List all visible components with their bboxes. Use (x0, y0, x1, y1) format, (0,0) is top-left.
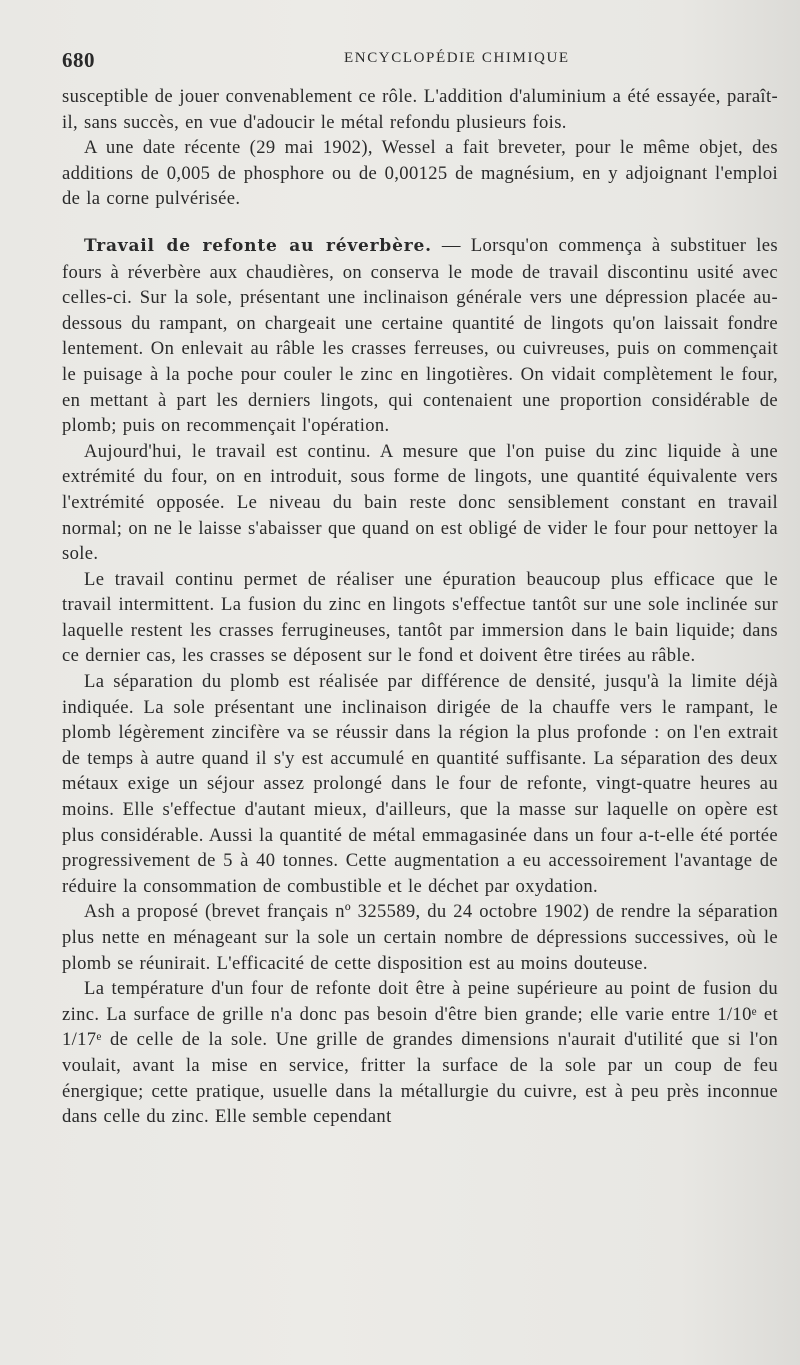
paragraph-6: La séparation du plomb est réalisée par différence de densité, jusqu'à la limite déjà indiquée. La sole présentant une inclinaison dirigée de la chauffe vers le rampant, le plomb légèrement zincifère va se réussir dans la région la plus profonde : on l'en extrait de temps à autre quand il s'y est accumulé en quantité suffisante. La séparation des deux métaux exige un séjour assez prolongé dans le four de refonte, vingt-quatre heures au moins. Elle s'effectue d'autant mieux, d'ailleurs, que la masse sur laquelle on opère est plus considérable. Aussi la quantité de métal emmagasinée dans un four a-t-elle été portée progressivement de 5 à 40 tonnes. Cette augmentation a eu accessoirement l'avantage de réduire la consommation de combustible et le déchet par oxydation. (62, 671, 778, 897)
paragraph-3: — Lorsqu'on commença à substituer les fours à réverbère aux chaudières, on conserva le mode de travail discontinu usité avec celles-ci. Sur la sole, présentant une inclinaison générale vers une dépression placée au-dessous du rampant, on chargeait une certaine quantité de lingots qu'on laissait fondre lentement. On enlevait au râble les crasses ferreuses, ou cuivreuses, puis on commençait le puisage à la poche pour couler le zinc en lingotières. On vidait complètement le four, en mettant à part les derniers lingots, qui contenaient une proportion considérable de plomb; puis on recommençait l'opération. (62, 234, 778, 437)
body-text (62, 84, 778, 1130)
section-paragraph (62, 233, 778, 439)
paragraph-4: Aujourd'hui, le travail est continu. A mesure que l'on puise du zinc liquide à une extrémité du four, on en introduit, sous forme de lingots, une quantité équivalente vers l'extrémité opposée. Le niveau du bain reste donc sensiblement constant en travail normal; on ne le laisse s'abaisser que quand on est obligé de vider le four pour nettoyer la sole. (62, 440, 778, 565)
paragraph-8: La température d'un four de refonte doit être à peine supérieure au point de fusion du zinc. La surface de grille n'a donc pas besoin d'être bien grande; elle varie entre 1/10ᵉ et 1/17ᵉ de celle de la sole. Une grille de grandes dimensions n'aurait d'utilité que si l'on voulait, avant la mise en service, fritter la surface de la sole par un coup de feu énergique; cette pratique, usuelle dans la métallurgie du cuivre, est à peu près inconnue dans celle du zinc. Elle semble cependant (62, 978, 778, 1128)
section-title: Travail de refonte au réverbère. (84, 235, 432, 256)
paragraph-2: A une date récente (29 mai 1902), Wessel a fait breveter, pour le même objet, des additions de 0,005 de phosphore ou de 0,00125 de magnésium, en y adjoignant l'emploi de la corne pulvérisée. (62, 137, 778, 210)
paragraph-5: Le travail continu permet de réaliser une épuration beaucoup plus efficace que le travail intermittent. La fusion du zinc en lingots s'effectue tantôt sur une sole inclinée sur laquelle restent les crasses ferrugineuses, tantôt par immersion dans le bain liquide; dans ce dernier cas, les crasses se déposent sur le fond et doivent être tirées au râble. (62, 568, 778, 667)
page-header (62, 44, 780, 74)
paragraph-7: Ash a proposé (brevet français nº 325589, du 24 octobre 1902) de rendre la séparation plus nette en ménageant sur la sole un certain nombre de dépressions successives, où le plomb se réunirait. L'efficacité de cette disposition est au moins douteuse. (62, 901, 778, 974)
paragraph-1: susceptible de jouer convenablement ce rôle. L'addition d'aluminium a été essayée, paraît-il, sans succès, en vue d'adoucir le métal refondu plusieurs fois. (62, 86, 778, 133)
running-title: ENCYCLOPÉDIE CHIMIQUE (344, 50, 570, 66)
page-number: 680 (62, 48, 95, 72)
